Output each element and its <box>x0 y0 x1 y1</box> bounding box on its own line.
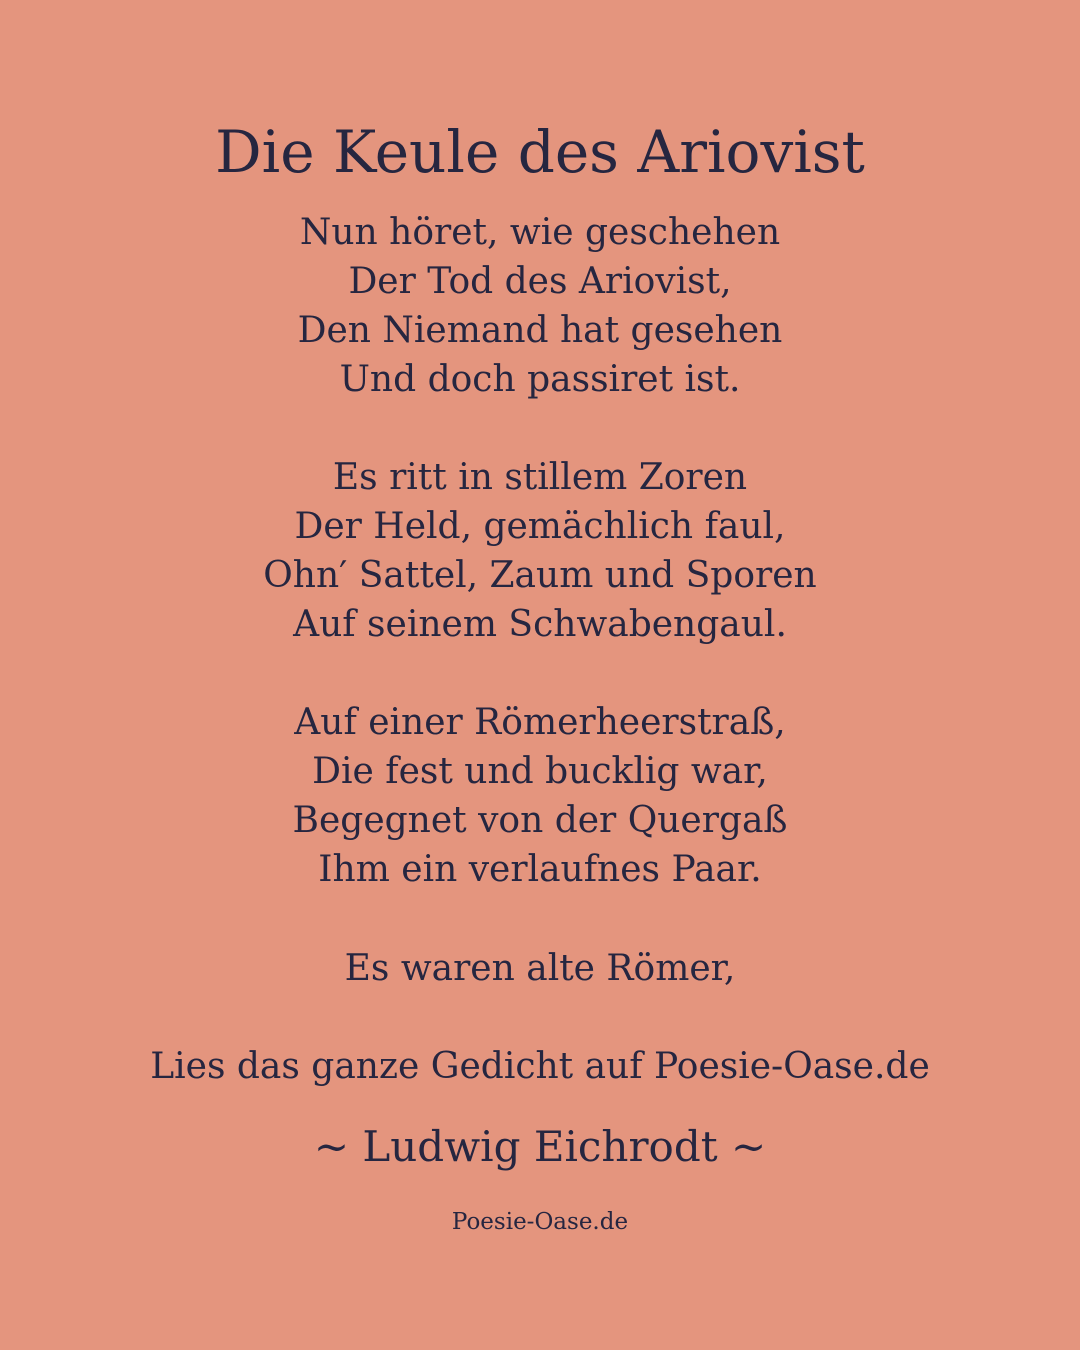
poem-line: Der Held, gemächlich faul, <box>294 506 786 547</box>
poem-line: Den Niemand hat gesehen <box>297 310 783 351</box>
poem-title: Die Keule des Ariovist <box>215 118 865 186</box>
read-more-text: Lies das ganze Gedicht auf Poesie-Oase.de <box>150 1046 930 1087</box>
poem-line: Auf seinem Schwabengaul. <box>293 604 787 645</box>
poem-line: Der Tod des Ariovist, <box>348 261 732 302</box>
poem-line: Begegnet von der Quergaß <box>292 800 788 841</box>
poem-line: Auf einer Römerheerstraß, <box>294 702 786 743</box>
site-watermark: Poesie-Oase.de <box>451 1209 629 1235</box>
poem-line: Nun höret, wie geschehen <box>299 212 781 253</box>
poem-line: Ohn′ Sattel, Zaum und Sporen <box>263 555 817 596</box>
author-name: ~ Ludwig Eichrodt ~ <box>313 1122 767 1171</box>
poem-line: Es waren alte Römer, <box>344 948 736 989</box>
stanza-2 <box>0 453 1080 649</box>
stanza-1 <box>0 208 1080 404</box>
poem-line: Und doch passiret ist. <box>339 359 741 400</box>
poem-line: Ihm ein verlaufnes Paar. <box>318 849 762 890</box>
poem-line: Die fest und bucklig war, <box>312 751 768 792</box>
poem-line: Es ritt in stillem Zoren <box>332 457 748 498</box>
stanza-4 <box>0 944 1080 993</box>
stanza-3 <box>0 698 1080 894</box>
